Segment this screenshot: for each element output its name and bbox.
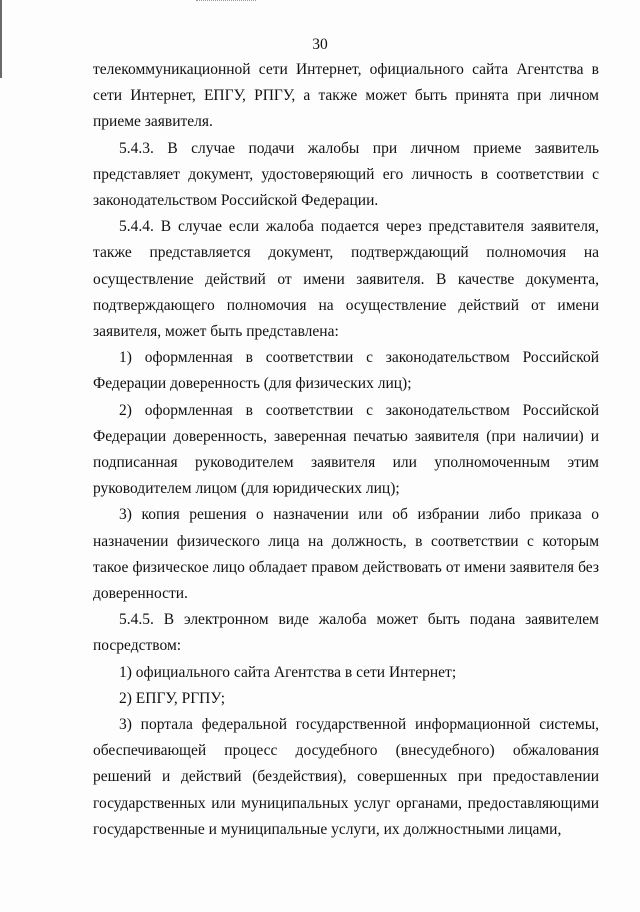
list-item-5-4-4-2: 2) оформленная в соответствии с законодательством Российской Федерации доверенность, заверенная печатью заявителя (при наличии) и подписанная руководителем заявителя или уполномоченным этим руководителем лицом (для юридических лиц); [93,401,599,498]
paragraph-5-4-5: 5.4.5. В электронном виде жалоба может быть подана заявителем посредством: [93,611,599,655]
list-item-5-4-5-1: 1) официального сайта Агентства в сети Интернет; [119,663,457,681]
document-body [93,57,599,843]
paragraph-continuation: телекоммуникационной сети Интернет, официального сайта Агентства в сети Интернет, ЕПГУ, РПГУ, а также может быть принята при личном приеме заявителя. [93,61,599,131]
list-item-5-4-4-1: 1) оформленная в соответствии с законодательством Российской Федерации доверенность (для физических лиц); [93,349,599,393]
scan-top-marks [196,0,256,3]
paragraph-5-4-4: 5.4.4. В случае если жалоба подается через представителя заявителя, также представляется документ, подтверждающий полномочия на осуществление действий от имени заявителя. В качестве документа, подтверждающего полномочия на осуществление действий от имени заявителя, может быть представлена: [93,218,599,341]
list-item-5-4-5-2: 2) ЕПГУ, РГПУ; [119,689,226,707]
list-item-5-4-4-3: 3) копия решения о назначении или об избрании либо приказа о назначении физического лица на должность, в соответствии с которым такое физическое лицо обладает правом действовать от имени заявителя без доверенности. [93,506,599,603]
list-item-5-4-5-3: 3) портала федеральной государственной информационной системы, обеспечивающей процесс досудебного (внесудебного) обжалования решений и действий (бездействия), совершенных при предоставлении государственных или муниципальных услуг органами, предоставляющими государственные и муниципальные услуги, их должностными лицами, [93,716,599,838]
paragraph-5-4-3: 5.4.3. В случае подачи жалобы при личном приеме заявитель представляет документ, удостоверяющий его личность в соответствии с законодательством Российской Федерации. [93,139,599,210]
page-number: 30 [312,36,328,53]
